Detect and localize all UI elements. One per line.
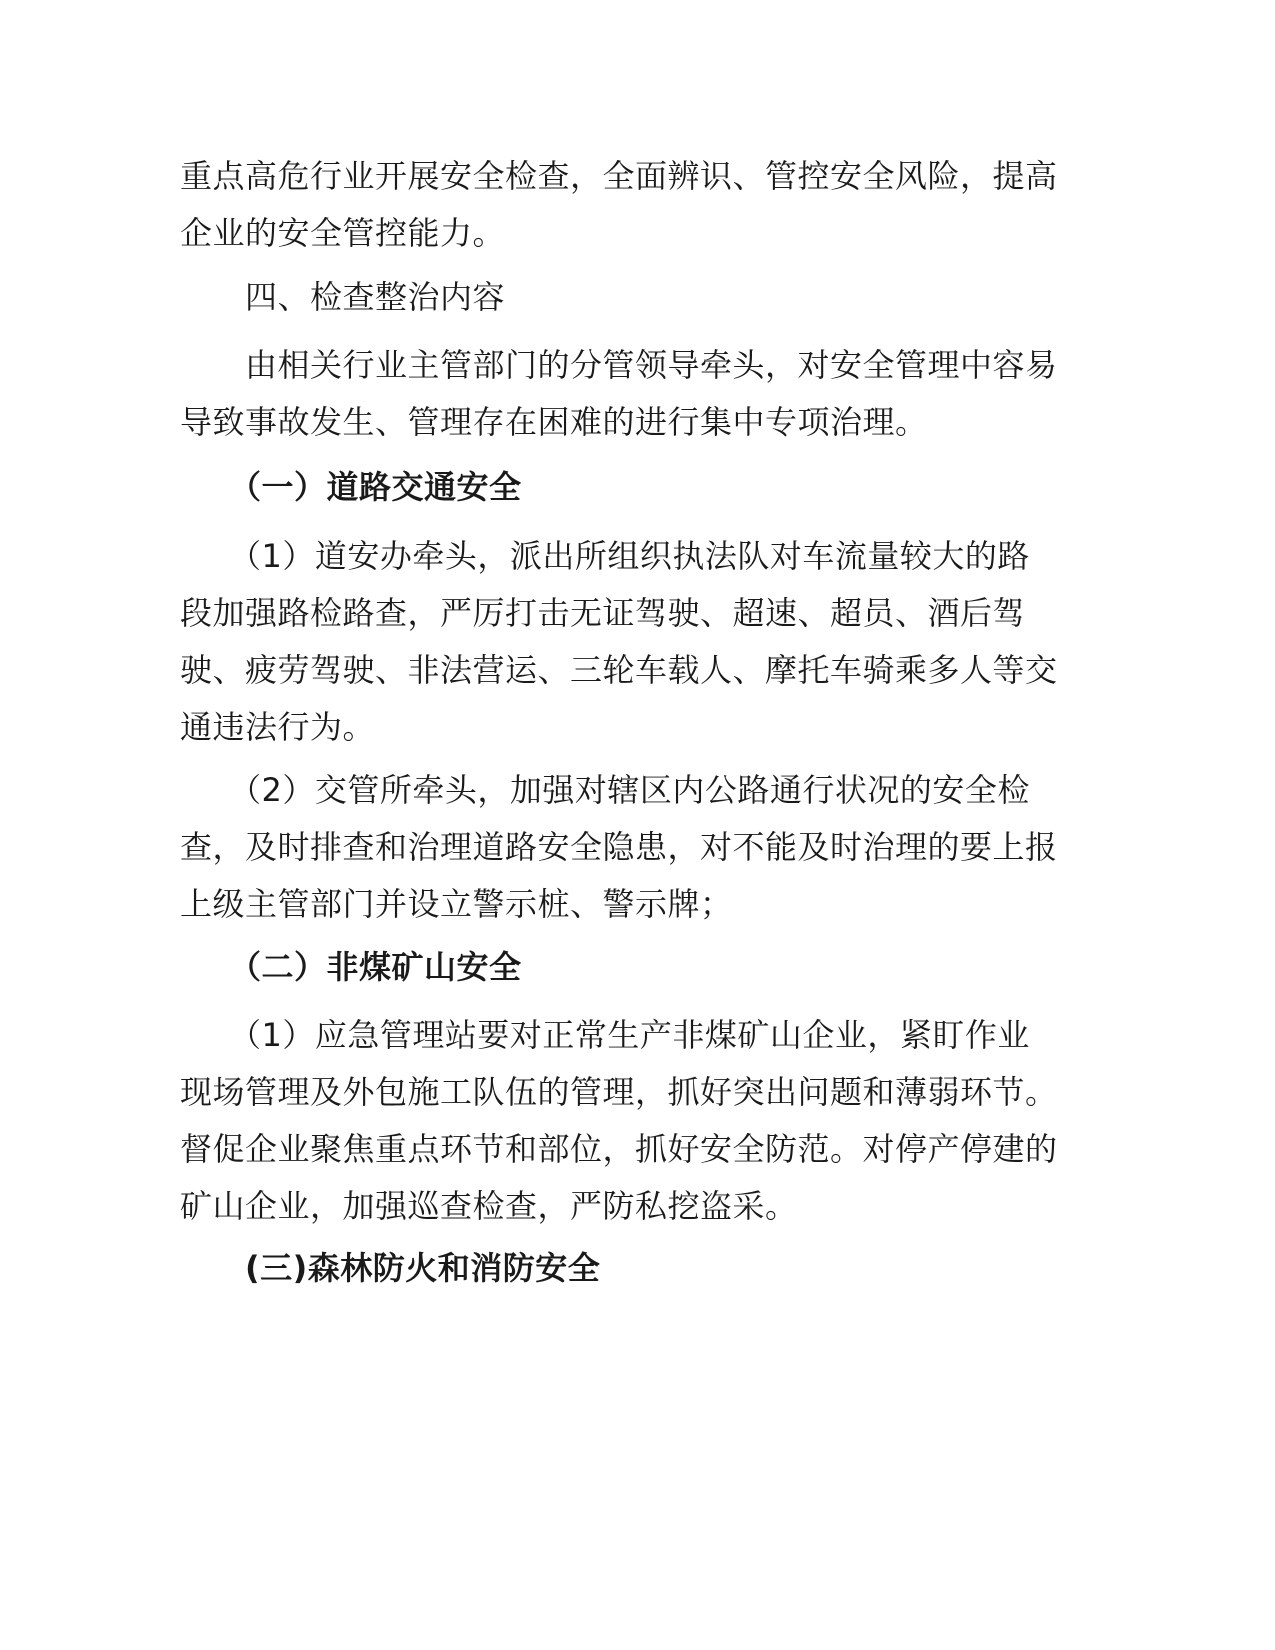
text-line: 现场管理及外包施工队伍的管理，抓好突出问题和薄弱环节。 (180, 1073, 1058, 1111)
paragraph-intro-continued (180, 148, 1080, 262)
text-line: 驶、疲劳驾驶、非法营运、三轮车载人、摩托车骑乘多人等交 (180, 651, 1058, 689)
heading-non-coal-mine-safety (180, 939, 1080, 996)
heading-road-traffic-safety (180, 459, 1080, 516)
heading-section-four (180, 269, 1080, 326)
text-line: （1）应急管理站要对正常生产非煤矿山企业，紧盯作业 (180, 1016, 1030, 1054)
text-line: （1）道安办牵头，派出所组织执法队对车流量较大的路 (180, 537, 1030, 575)
text-line: （一）道路交通安全 (180, 468, 522, 506)
paragraph-road-item-1 (180, 528, 1080, 756)
text-line: 上级主管部门并设立警示桩、警示牌； (180, 885, 733, 923)
text-line: (三)森林防火和消防安全 (180, 1249, 601, 1287)
text-line: 查，及时排查和治理道路安全隐患，对不能及时治理的要上报 (180, 828, 1058, 866)
text-line: （二）非煤矿山安全 (180, 948, 522, 986)
paragraph-section-four-intro (180, 337, 1080, 451)
text-line: 段加强路检路查，严厉打击无证驾驶、超速、超员、酒后驾 (180, 594, 1026, 632)
text-line: 督促企业聚焦重点环节和部位，抓好安全防范。对停产停建的 (180, 1130, 1058, 1168)
text-line: 导致事故发生、管理存在困难的进行集中专项治理。 (180, 403, 928, 441)
heading-forest-fire-safety (180, 1240, 1080, 1297)
text-line: 企业的安全管控能力。 (180, 214, 506, 252)
text-line: 由相关行业主管部门的分管领导牵头，对安全管理中容易 (180, 346, 1058, 384)
paragraph-mine-item-1 (180, 1007, 1080, 1235)
text-line: 矿山企业，加强巡查检查，严防私挖盗采。 (180, 1187, 798, 1225)
text-line: 通违法行为。 (180, 708, 376, 746)
text-line: 重点高危行业开展安全检查，全面辨识、管控安全风险，提高 (180, 157, 1058, 195)
text-line: 四、检查整治内容 (180, 278, 506, 316)
text-line: （2）交管所牵头，加强对辖区内公路通行状况的安全检 (180, 771, 1030, 809)
paragraph-road-item-2 (180, 762, 1080, 933)
